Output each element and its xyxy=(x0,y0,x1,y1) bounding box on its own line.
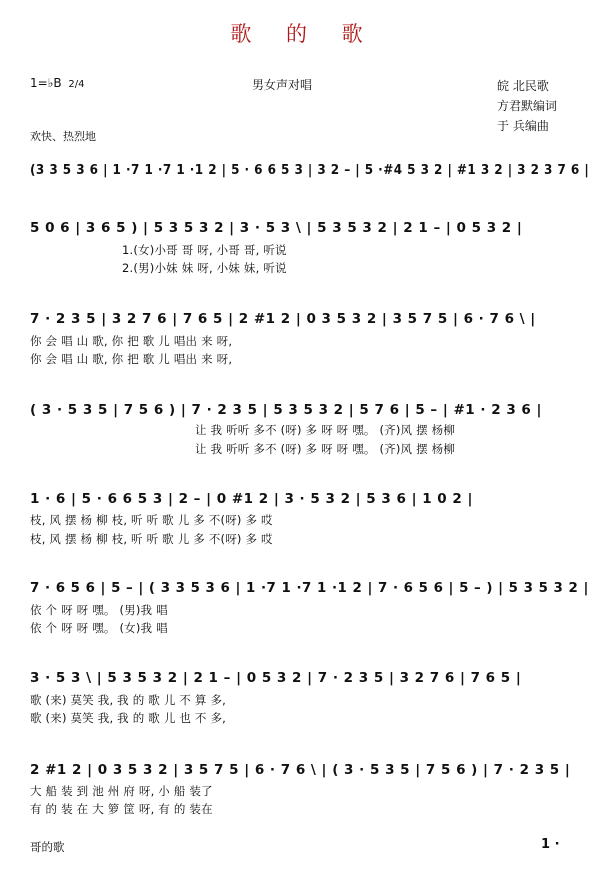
credit-lyricist: 方君默编词 xyxy=(497,99,558,113)
key-signature xyxy=(30,76,85,90)
lyric-line: 大 船 装 到 池 州 府 呀, 小 船 装了 xyxy=(30,784,213,798)
key-label: 1=♭B xyxy=(30,76,62,90)
footer-title: 哥的歌 xyxy=(30,840,65,854)
lyric-line: 依 个 呀 呀 嘿。 (女)我 唱 xyxy=(30,621,168,635)
lyric-line: 你 会 唱 山 歌, 你 把 歌 儿 唱出 来 呀, xyxy=(30,352,233,366)
lyric-line: 歌 (来) 莫笑 我, 我 的 歌 儿 不 算 多, xyxy=(30,693,227,707)
lyric-line: 枝, 风 摆 杨 柳 枝, 听 听 歌 儿 多 不(呀) 多 哎 xyxy=(30,532,273,546)
tempo-marking: 欢快、热烈地 xyxy=(30,130,96,143)
score-system-4: ( 3 · 5 3 5 | 7 5 6 ) | 7 · 2 3 5 | 5 3 5 3 2 | 5 7 6 | 5 – | #1 · 2 3 6 | xyxy=(30,402,542,418)
score-system-3: 7 · 2 3 5 | 3 2 7 6 | 7 6 5 | 2 #1 2 | 0 3 5 3 2 | 3 5 7 5 | 6 · 7 6 \ | xyxy=(30,311,536,327)
score-system-8: 2 #1 2 | 0 3 5 3 2 | 3 5 7 5 | 6 · 7 6 \ | ( 3 · 5 3 5 | 7 5 6 ) | 7 · 2 3 5 | xyxy=(30,762,571,778)
lyric-line: 歌 (来) 莫笑 我, 我 的 歌 儿 也 不 多, xyxy=(30,711,227,725)
lyric-line: 枝, 风 摆 杨 柳 枝, 听 听 歌 儿 多 不(呀) 多 哎 xyxy=(30,513,273,527)
credit-origin: 皖 北民歌 xyxy=(497,79,549,93)
performance-note: 男女声对唱 xyxy=(252,78,313,92)
score-system-2: 5 0 6 | 3 6 5 ) | 5 3 5 3 2 | 3 · 5 3 \ | 5 3 5 3 2 | 2 1 – | 0 5 3 2 | xyxy=(30,220,523,236)
time-signature: 2/4 xyxy=(68,79,85,90)
score-system-6: 7 · 6 5 6 | 5 – | ( 3 3 5 3 6 | 1 ·7 1 ·7 1 ·1 2 | 7 · 6 5 6 | 5 – ) | 5 3 5 3 2 | xyxy=(30,580,589,596)
score-system-1: (3 3 5 3 6 | 1 ·7 1 ·7 1 ·1 2 | 5 · 6 6 5 3 | 3 2 – | 5 ·#4 5 3 2 | #1 3 2 | 3 2 3 7 6 | xyxy=(30,162,590,178)
lyric-line: 让 我 听听 多不 (呀) 多 呀 呀 嘿。 (齐)风 摆 杨柳 xyxy=(195,423,456,437)
score-system-7: 3 · 5 3 \ | 5 3 5 3 2 | 2 1 – | 0 5 3 2 | 7 · 2 3 5 | 3 2 7 6 | 7 6 5 | xyxy=(30,670,522,686)
lyric-line: 依 个 呀 呀 嘿。 (男)我 唱 xyxy=(30,603,168,617)
page-number: 1 · xyxy=(541,837,560,852)
credits xyxy=(497,76,557,136)
credit-arranger: 于 兵编曲 xyxy=(497,119,549,133)
lyric-line: 2.(男)小妹 妹 呀, 小妹 妹, 听说 xyxy=(122,261,287,275)
song-title: 歌 的 歌 xyxy=(230,22,377,46)
lyric-line: 有 的 装 在 大 箩 筐 呀, 有 的 装在 xyxy=(30,802,213,816)
lyric-line: 1.(女)小哥 哥 呀, 小哥 哥, 听说 xyxy=(122,243,287,257)
score-system-5: 1 · 6 | 5 · 6 6 5 3 | 2 – | 0 #1 2 | 3 · 5 3 2 | 5 3 6 | 1 0 2 | xyxy=(30,491,473,507)
lyric-line: 让 我 听听 多不 (呀) 多 呀 呀 嘿。 (齐)风 摆 杨柳 xyxy=(195,442,456,456)
lyric-line: 你 会 唱 山 歌, 你 把 歌 儿 唱出 来 呀, xyxy=(30,334,233,348)
